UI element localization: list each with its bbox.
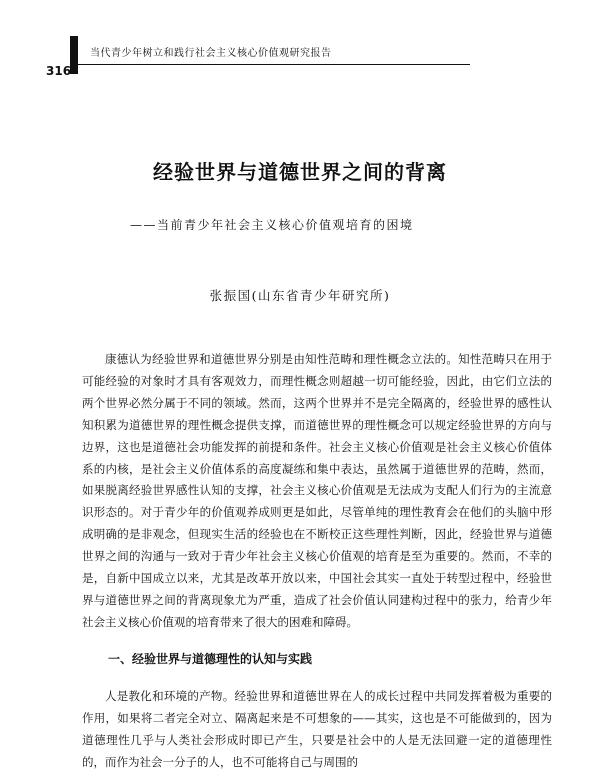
header-thumb-bar (70, 36, 78, 74)
body-paragraph-2: 人是教化和环境的产物。经验世界和道德世界在人的成长过程中共同发挥着极为重要的作用，如果将二者完全对立、隔离起来是不可想象的——其实，这也是不可能做到的，因为道德理性几乎与人类社会形成时即已产生，只要是社会中的人是无法回避一定的道德理性的，而作为社会一分子的人，也不可能将自己与周围的 (82, 689, 552, 769)
article-title: 经验世界与道德世界之间的背离 (153, 160, 447, 184)
article-subtitle: ——当前青少年社会主义核心价值观培育的困境 (130, 218, 414, 232)
body-paragraph-1: 康德认为经验世界和道德世界分别是由知性范畴和理性概念立法的。知性范畴只在用于可能经验的对象时才具有客观效力，而理性概念则超越一切可能经验，因此，由它们立法的两个世界必然分属于不同的领域。然而，这两个世界并不是完全隔离的，经验世界的感性认知积累为道德世界的理性概念提供支撑，而道德世界的理性概念可以规定经验世界的方向与边界，这也是道德社会功能发挥的前提和条件。社会主义核心价值观是社会主义核心价值体系的内核，是社会主义价值体系的高度凝练和集中表达，虽然属于道德世界的范畴，然而，如果脱离经验世界感性认知的支撑，社会主义核心价值观是无法成为支配人们行为的主流意识形态的。对于青少年的价值观养成则更是如此，尽管单纯的理性教育会在他们的头脑中形成明确的是非观念，但现实生活的经验也在不断校正这些理性判断，因此，经验世界与道德世界之间的沟通与一致对于青少年社会主义核心价值观的培育是至为重要的。然而，不幸的是，自新中国成立以来，尤其是改革开放以来，中国社会其实一直处于转型过程中，经验世界与道德世界之间的背离现象尤为严重，造成了社会价值认同建构过程中的张力，给青少年社会主义核心价值观的培育带来了很大的困难和障碍。 (82, 352, 552, 629)
header-rule (78, 64, 470, 65)
running-header: 当代青少年树立和践行社会主义核心价值观研究报告 (90, 48, 332, 59)
page-number: 316 (46, 64, 72, 78)
article-author: 张振国(山东省青少年研究所) (209, 288, 391, 303)
section-heading-1: 一、经验世界与道德理性的认知与实践 (108, 652, 313, 666)
